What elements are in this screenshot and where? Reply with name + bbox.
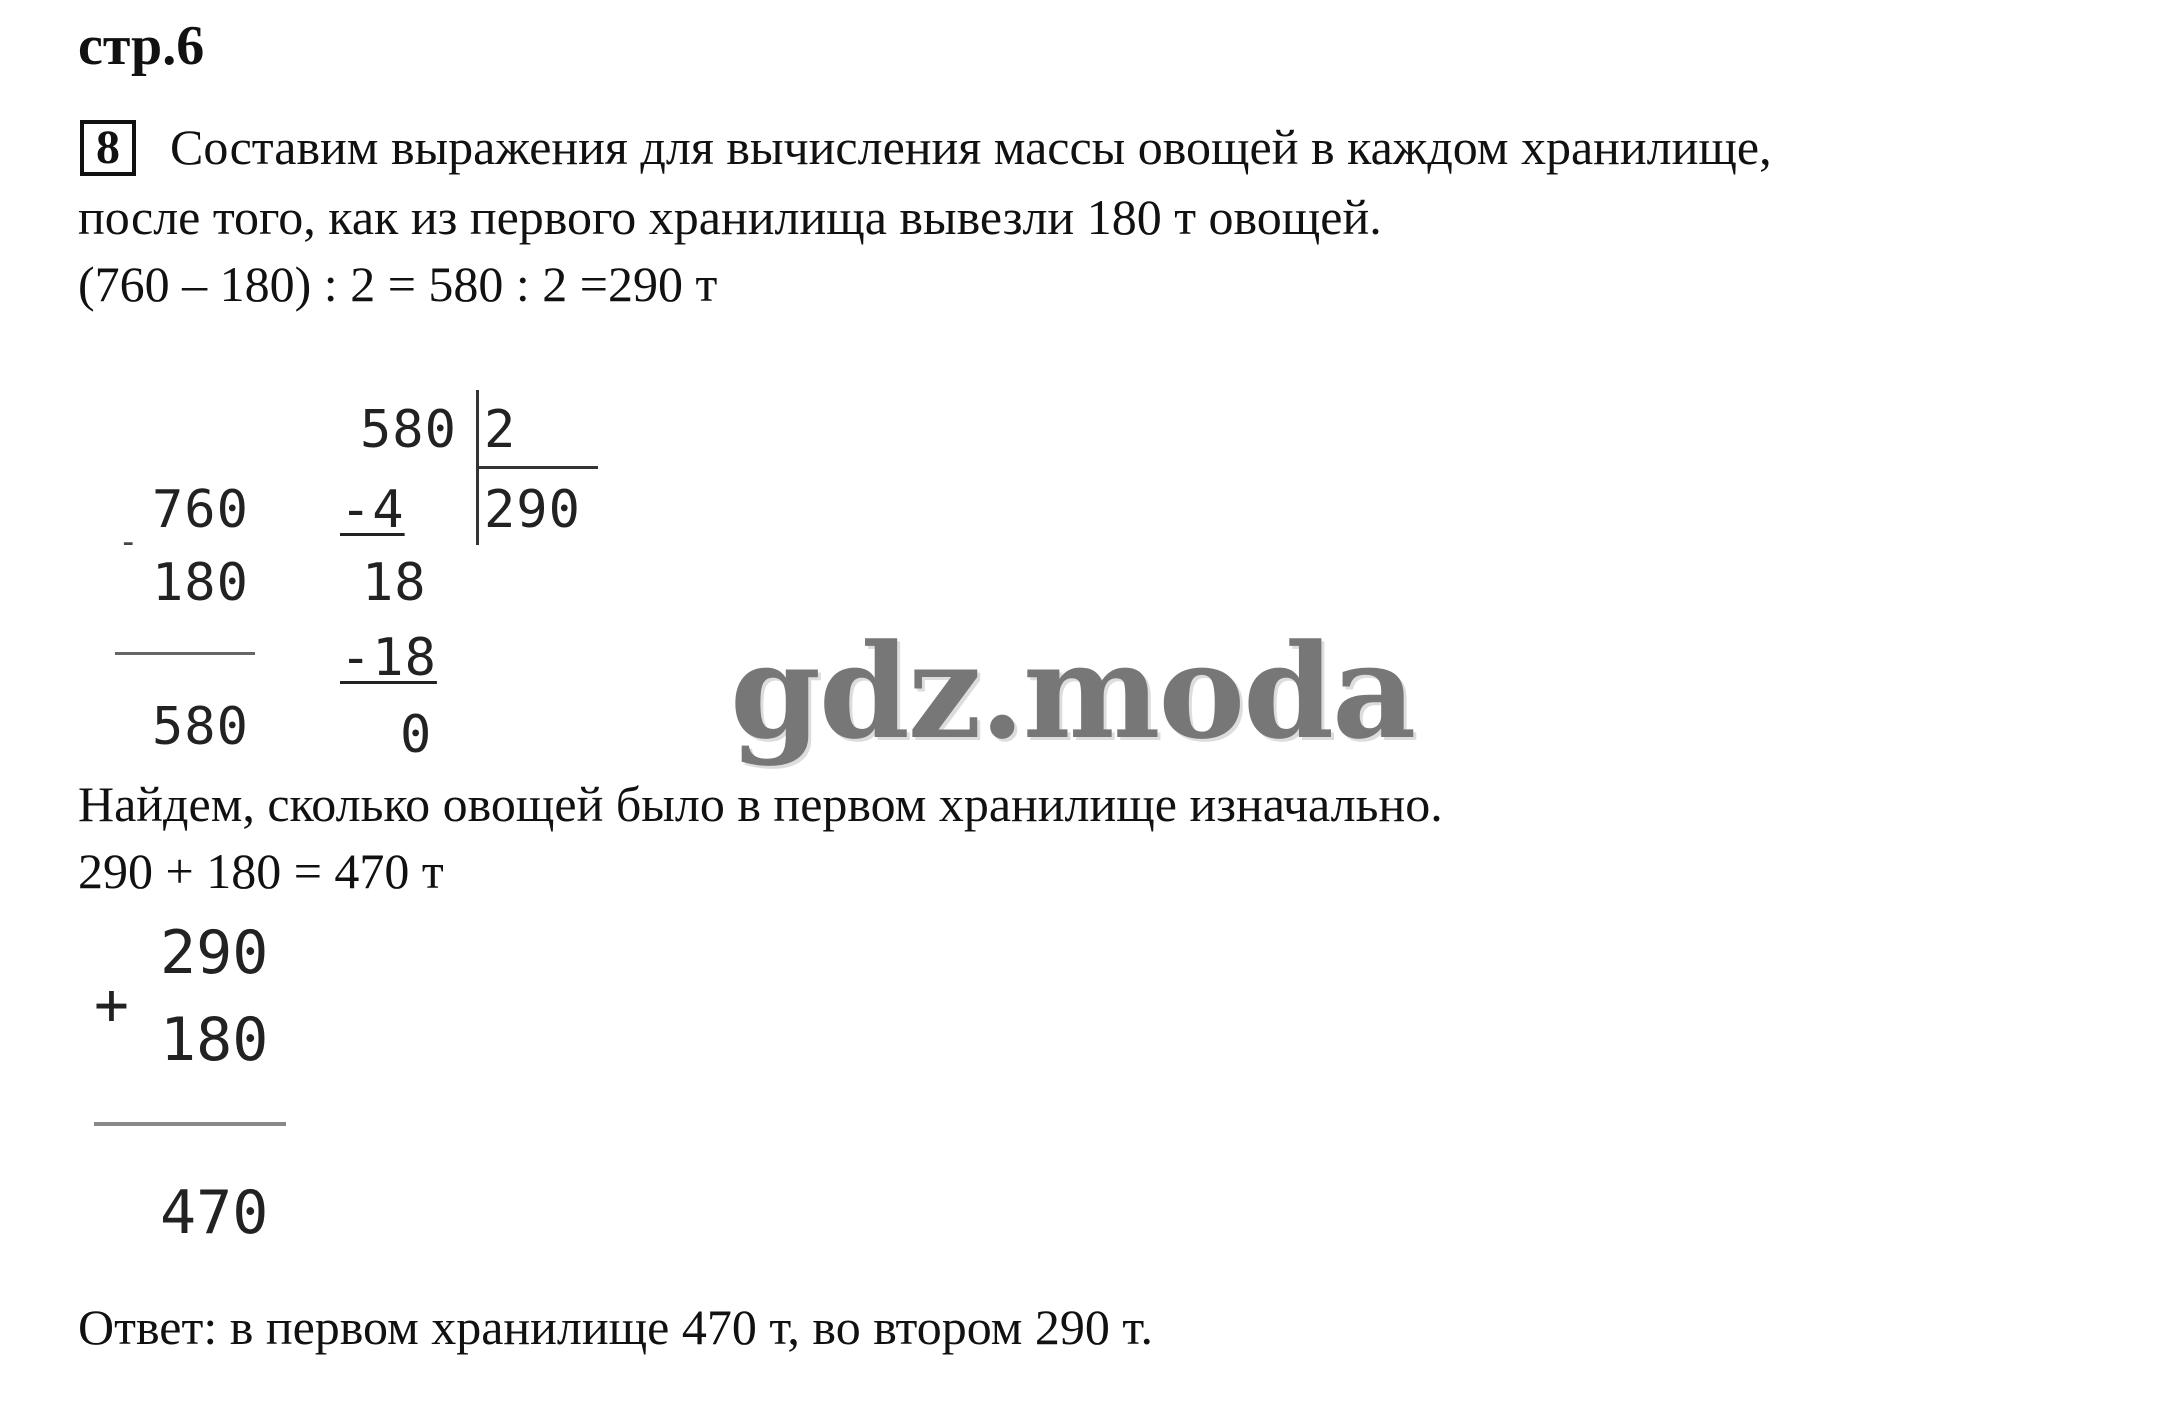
watermark-logo: gdz.moda bbox=[730, 615, 1415, 768]
expression-1: (760 – 180) : 2 = 580 : 2 =290 т bbox=[78, 256, 718, 312]
find-initial-text: Найдем, сколько овощей было в первом хранилище изначально. bbox=[78, 776, 1443, 832]
page-label: стр.6 bbox=[78, 15, 205, 77]
addition-rule bbox=[94, 1122, 286, 1126]
addition-result: 470 bbox=[160, 1178, 269, 1248]
addition-addend-2: 180 bbox=[160, 1005, 269, 1075]
subtraction-sign: - bbox=[118, 522, 139, 562]
task-line-1: Составим выражения для вычисления массы овощей в каждом хранилище, bbox=[170, 119, 1772, 175]
division-divisor: 2 bbox=[484, 400, 517, 460]
division-dividend: 580 bbox=[360, 400, 457, 460]
task-line-2: после того, как из первого хранилища вывезли 180 т овощей. bbox=[78, 189, 1382, 245]
division-step2-remainder: 0 bbox=[400, 705, 433, 765]
addition-addend-1: 290 bbox=[160, 918, 269, 988]
division-quotient: 290 bbox=[484, 480, 581, 540]
subtraction-result: 580 bbox=[152, 697, 249, 757]
task-number-box: 8 bbox=[80, 120, 136, 176]
subtraction-subtrahend: 180 bbox=[152, 553, 249, 613]
division-step1-remainder: 18 bbox=[362, 553, 427, 613]
division-quotient-rule bbox=[478, 466, 598, 469]
addition-sign: + bbox=[94, 970, 129, 1038]
division-step2-subtract: -18 bbox=[340, 628, 437, 688]
expression-2: 290 + 180 = 470 т bbox=[78, 843, 444, 899]
subtraction-minuend: 760 bbox=[152, 480, 249, 540]
division-step1-subtract: -4 bbox=[340, 480, 405, 540]
subtraction-rule bbox=[115, 652, 255, 655]
answer-text: Ответ: в первом хранилище 470 т, во втором 290 т. bbox=[78, 1299, 1154, 1355]
